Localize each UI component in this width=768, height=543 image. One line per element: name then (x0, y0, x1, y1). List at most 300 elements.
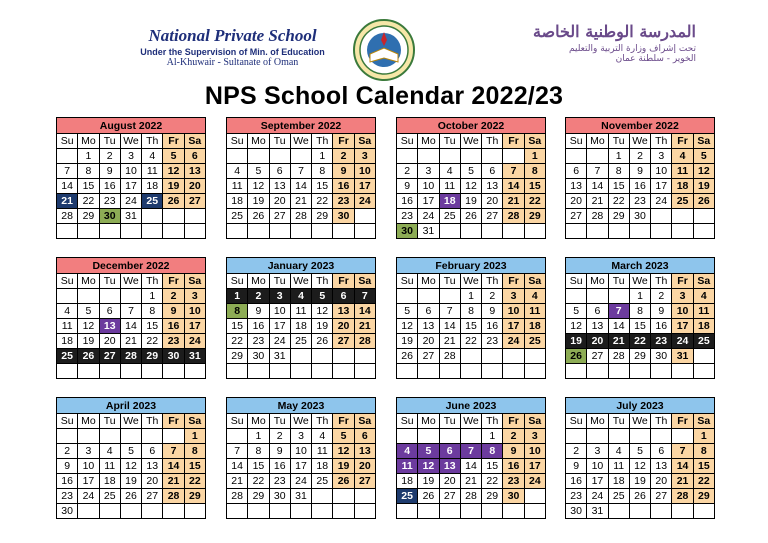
day-cell: 14 (120, 319, 141, 334)
weekday-header: Tu (99, 414, 120, 429)
day-cell: 23 (629, 194, 650, 209)
month-february-2023 (396, 257, 546, 379)
day-cell: 14 (608, 319, 629, 334)
empty-cell (693, 224, 714, 239)
month-july-2023 (565, 397, 715, 519)
day-cell: 28 (608, 349, 629, 364)
supervision-en: Under the Supervision of Min. of Education (140, 47, 325, 57)
day-cell: 28 (290, 209, 311, 224)
day-cell: 11 (227, 179, 248, 194)
day-cell: 5 (566, 304, 587, 319)
empty-cell (269, 364, 290, 379)
empty-cell (693, 504, 714, 519)
day-cell: 19 (248, 194, 269, 209)
day-cell: 13 (482, 179, 503, 194)
month-title: February 2023 (397, 258, 546, 274)
empty-cell (439, 364, 460, 379)
day-cell: 2 (566, 444, 587, 459)
day-cell: 26 (312, 334, 333, 349)
day-cell: 23 (163, 334, 184, 349)
day-cell: 12 (120, 459, 141, 474)
school-header (0, 0, 768, 82)
day-cell: 1 (608, 149, 629, 164)
day-cell: 4 (439, 164, 460, 179)
empty-cell (566, 149, 587, 164)
day-cell: 9 (629, 164, 650, 179)
empty-cell (333, 349, 354, 364)
empty-cell (397, 504, 418, 519)
day-cell: 12 (248, 179, 269, 194)
day-cell: 3 (120, 149, 141, 164)
day-cell: 12 (397, 319, 418, 334)
day-cell: 7 (354, 289, 375, 304)
day-cell: 13 (269, 179, 290, 194)
day-cell: 5 (163, 149, 184, 164)
empty-cell (354, 489, 375, 504)
day-cell: 24 (587, 489, 608, 504)
empty-cell (142, 504, 163, 519)
day-cell: 21 (290, 194, 311, 209)
empty-cell (587, 289, 608, 304)
day-cell: 26 (163, 194, 184, 209)
day-cell: 10 (354, 164, 375, 179)
day-cell: 8 (248, 444, 269, 459)
day-cell: 5 (397, 304, 418, 319)
empty-cell (78, 364, 99, 379)
weekday-header: Mo (587, 414, 608, 429)
day-cell: 18 (608, 474, 629, 489)
day-cell: 4 (290, 289, 311, 304)
weekday-header: Th (651, 274, 672, 289)
day-cell: 30 (651, 349, 672, 364)
day-cell: 24 (418, 209, 439, 224)
weekday-header: We (290, 414, 311, 429)
empty-cell (120, 429, 141, 444)
empty-cell (99, 289, 120, 304)
empty-cell (418, 429, 439, 444)
day-cell: 4 (227, 164, 248, 179)
empty-cell (163, 209, 184, 224)
day-cell: 21 (57, 194, 78, 209)
day-cell: 1 (693, 429, 714, 444)
day-cell: 10 (78, 459, 99, 474)
day-cell: 30 (397, 224, 418, 239)
weekday-header: We (290, 274, 311, 289)
empty-cell (78, 429, 99, 444)
weekday-header: Mo (78, 414, 99, 429)
day-cell: 14 (163, 459, 184, 474)
empty-cell (629, 504, 650, 519)
weekday-header: Mo (418, 414, 439, 429)
weekday-header: Su (227, 414, 248, 429)
weekday-header: Fr (333, 414, 354, 429)
empty-cell (503, 224, 524, 239)
day-cell: 16 (57, 474, 78, 489)
day-cell: 23 (99, 194, 120, 209)
weekday-header: Tu (439, 414, 460, 429)
day-cell: 20 (269, 194, 290, 209)
day-cell: 17 (184, 319, 205, 334)
weekday-header: Fr (503, 414, 524, 429)
day-cell: 7 (672, 444, 693, 459)
empty-cell (524, 489, 545, 504)
empty-cell (78, 504, 99, 519)
day-cell: 12 (566, 319, 587, 334)
day-cell: 22 (460, 334, 481, 349)
day-cell: 13 (99, 319, 120, 334)
day-cell: 12 (333, 444, 354, 459)
day-cell: 13 (142, 459, 163, 474)
day-cell: 30 (629, 209, 650, 224)
empty-cell (57, 364, 78, 379)
month-title: September 2022 (227, 118, 376, 134)
day-cell: 8 (460, 304, 481, 319)
weekday-header: Fr (163, 414, 184, 429)
day-cell: 7 (120, 304, 141, 319)
day-cell: 23 (57, 489, 78, 504)
month-title: August 2022 (57, 118, 206, 134)
day-cell: 27 (142, 489, 163, 504)
day-cell: 4 (397, 444, 418, 459)
month-april-2023 (56, 397, 206, 519)
day-cell: 4 (672, 149, 693, 164)
weekday-header: Sa (354, 414, 375, 429)
weekday-header: Mo (418, 274, 439, 289)
day-cell: 15 (460, 319, 481, 334)
empty-cell (290, 149, 311, 164)
day-cell: 12 (629, 459, 650, 474)
day-cell: 14 (672, 459, 693, 474)
day-cell: 28 (163, 489, 184, 504)
day-cell: 13 (418, 319, 439, 334)
month-title: January 2023 (227, 258, 376, 274)
weekday-header: Th (482, 134, 503, 149)
day-cell: 17 (78, 474, 99, 489)
day-cell: 15 (142, 319, 163, 334)
day-cell: 10 (269, 304, 290, 319)
day-cell: 5 (248, 164, 269, 179)
day-cell: 29 (608, 209, 629, 224)
day-cell: 19 (460, 194, 481, 209)
day-cell: 19 (418, 474, 439, 489)
day-cell: 29 (248, 489, 269, 504)
day-cell: 22 (629, 334, 650, 349)
day-cell: 26 (693, 194, 714, 209)
empty-cell (333, 489, 354, 504)
day-cell: 7 (460, 444, 481, 459)
month-january-2023 (226, 257, 376, 379)
day-cell: 28 (503, 209, 524, 224)
day-cell: 7 (439, 304, 460, 319)
empty-cell (397, 149, 418, 164)
location-en: Al-Khuwair - Sultanate of Oman (166, 57, 299, 68)
day-cell: 1 (184, 429, 205, 444)
day-cell: 3 (651, 149, 672, 164)
weekday-header: Th (312, 414, 333, 429)
weekday-header: We (120, 134, 141, 149)
day-cell: 20 (142, 474, 163, 489)
day-cell: 13 (651, 459, 672, 474)
empty-cell (354, 224, 375, 239)
day-cell: 13 (587, 319, 608, 334)
day-cell: 27 (651, 489, 672, 504)
day-cell: 17 (524, 459, 545, 474)
weekday-header: Sa (693, 274, 714, 289)
day-cell: 19 (397, 334, 418, 349)
month-may-2023 (226, 397, 376, 519)
empty-cell (227, 364, 248, 379)
day-cell: 25 (608, 489, 629, 504)
weekday-header: Tu (269, 414, 290, 429)
day-cell: 6 (651, 444, 672, 459)
weekday-header: Fr (672, 414, 693, 429)
day-cell: 2 (629, 149, 650, 164)
day-cell: 16 (269, 459, 290, 474)
day-cell: 28 (354, 334, 375, 349)
empty-cell (608, 224, 629, 239)
day-cell: 31 (120, 209, 141, 224)
empty-cell (418, 364, 439, 379)
empty-cell (312, 489, 333, 504)
day-cell: 27 (439, 489, 460, 504)
month-title: April 2023 (57, 398, 206, 414)
empty-cell (608, 429, 629, 444)
day-cell: 21 (163, 474, 184, 489)
weekday-header: Tu (608, 134, 629, 149)
empty-cell (693, 364, 714, 379)
empty-cell (608, 364, 629, 379)
day-cell: 23 (248, 334, 269, 349)
empty-cell (651, 224, 672, 239)
weekday-header: Su (566, 274, 587, 289)
day-cell: 30 (503, 489, 524, 504)
weekday-header: Su (227, 274, 248, 289)
day-cell: 20 (418, 334, 439, 349)
empty-cell (460, 349, 481, 364)
month-august-2022 (56, 117, 206, 239)
day-cell: 16 (99, 179, 120, 194)
empty-cell (227, 429, 248, 444)
day-cell: 2 (163, 289, 184, 304)
day-cell: 22 (227, 334, 248, 349)
month-june-2023 (396, 397, 546, 519)
day-cell: 3 (78, 444, 99, 459)
day-cell: 8 (608, 164, 629, 179)
day-cell: 10 (120, 164, 141, 179)
day-cell: 30 (566, 504, 587, 519)
weekday-header: Sa (524, 274, 545, 289)
empty-cell (354, 504, 375, 519)
day-cell: 5 (120, 444, 141, 459)
day-cell: 17 (503, 319, 524, 334)
day-cell: 26 (397, 349, 418, 364)
day-cell: 14 (587, 179, 608, 194)
day-cell: 6 (566, 164, 587, 179)
empty-cell (248, 364, 269, 379)
school-name-arabic (436, 22, 696, 64)
empty-cell (460, 224, 481, 239)
weekday-header: Sa (184, 134, 205, 149)
weekday-header: We (460, 414, 481, 429)
empty-cell (439, 289, 460, 304)
empty-cell (608, 504, 629, 519)
day-cell: 3 (418, 164, 439, 179)
empty-cell (290, 504, 311, 519)
day-cell: 29 (524, 209, 545, 224)
empty-cell (312, 349, 333, 364)
day-cell: 28 (672, 489, 693, 504)
day-cell: 23 (397, 209, 418, 224)
empty-cell (57, 289, 78, 304)
weekday-header: Th (312, 134, 333, 149)
day-cell: 26 (566, 349, 587, 364)
weekday-header: Th (142, 274, 163, 289)
day-cell: 7 (608, 304, 629, 319)
day-cell: 1 (482, 429, 503, 444)
day-cell: 22 (524, 194, 545, 209)
day-cell: 26 (460, 209, 481, 224)
empty-cell (460, 149, 481, 164)
day-cell: 3 (672, 289, 693, 304)
weekday-header: Mo (587, 274, 608, 289)
day-cell: 18 (290, 319, 311, 334)
day-cell: 9 (482, 304, 503, 319)
day-cell: 3 (269, 289, 290, 304)
day-cell: 30 (269, 489, 290, 504)
day-cell: 9 (269, 444, 290, 459)
day-cell: 19 (693, 179, 714, 194)
empty-cell (672, 209, 693, 224)
calendar-title: NPS School Calendar 2022/23 (204, 82, 564, 110)
day-cell: 19 (629, 474, 650, 489)
empty-cell (354, 209, 375, 224)
day-cell: 1 (524, 149, 545, 164)
day-cell: 9 (163, 304, 184, 319)
empty-cell (142, 364, 163, 379)
day-cell: 28 (120, 349, 141, 364)
empty-cell (57, 429, 78, 444)
empty-cell (439, 429, 460, 444)
empty-cell (418, 149, 439, 164)
day-cell: 24 (78, 489, 99, 504)
day-cell: 21 (608, 334, 629, 349)
empty-cell (439, 224, 460, 239)
empty-cell (651, 504, 672, 519)
day-cell: 22 (482, 474, 503, 489)
weekday-header: Tu (269, 134, 290, 149)
day-cell: 6 (99, 304, 120, 319)
day-cell: 27 (482, 209, 503, 224)
day-cell: 23 (651, 334, 672, 349)
weekday-header: Th (142, 414, 163, 429)
day-cell: 19 (333, 459, 354, 474)
empty-cell (120, 504, 141, 519)
weekday-header: We (120, 274, 141, 289)
empty-cell (566, 364, 587, 379)
day-cell: 27 (587, 349, 608, 364)
day-cell: 17 (651, 179, 672, 194)
empty-cell (333, 224, 354, 239)
day-cell: 19 (312, 319, 333, 334)
day-cell: 12 (312, 304, 333, 319)
day-cell: 19 (120, 474, 141, 489)
day-cell: 20 (482, 194, 503, 209)
day-cell: 28 (587, 209, 608, 224)
empty-cell (460, 504, 481, 519)
empty-cell (99, 429, 120, 444)
day-cell: 18 (524, 319, 545, 334)
day-cell: 3 (290, 429, 311, 444)
day-cell: 20 (587, 334, 608, 349)
day-cell: 9 (99, 164, 120, 179)
empty-cell (57, 149, 78, 164)
day-cell: 7 (163, 444, 184, 459)
empty-cell (269, 149, 290, 164)
day-cell: 12 (418, 459, 439, 474)
month-title: May 2023 (227, 398, 376, 414)
school-logo (352, 18, 416, 82)
empty-cell (57, 224, 78, 239)
empty-cell (566, 289, 587, 304)
day-cell: 28 (439, 349, 460, 364)
day-cell: 25 (142, 194, 163, 209)
day-cell: 2 (333, 149, 354, 164)
day-cell: 31 (418, 224, 439, 239)
weekday-header: Fr (163, 134, 184, 149)
empty-cell (184, 364, 205, 379)
day-cell: 19 (163, 179, 184, 194)
month-september-2022 (226, 117, 376, 239)
empty-cell (354, 349, 375, 364)
day-cell: 20 (651, 474, 672, 489)
day-cell: 23 (333, 194, 354, 209)
day-cell: 20 (354, 459, 375, 474)
day-cell: 10 (672, 304, 693, 319)
day-cell: 11 (142, 164, 163, 179)
day-cell: 25 (290, 334, 311, 349)
empty-cell (460, 364, 481, 379)
weekday-header: Tu (99, 274, 120, 289)
day-cell: 18 (439, 194, 460, 209)
weekday-header: Fr (503, 134, 524, 149)
day-cell: 3 (587, 444, 608, 459)
weekday-header: Tu (269, 274, 290, 289)
location-ar: الخوير - سلطنة عمان (615, 54, 696, 64)
empty-cell (439, 149, 460, 164)
day-cell: 21 (439, 334, 460, 349)
day-cell: 21 (672, 474, 693, 489)
day-cell: 20 (439, 474, 460, 489)
day-cell: 25 (312, 474, 333, 489)
weekday-header: Su (397, 414, 418, 429)
day-cell: 11 (312, 444, 333, 459)
day-cell: 21 (120, 334, 141, 349)
empty-cell (163, 364, 184, 379)
empty-cell (227, 224, 248, 239)
empty-cell (333, 364, 354, 379)
empty-cell (587, 429, 608, 444)
day-cell: 20 (99, 334, 120, 349)
day-cell: 10 (184, 304, 205, 319)
empty-cell (587, 364, 608, 379)
school-name-ar: المدرسة الوطنية الخاصة (532, 22, 696, 41)
weekday-header: We (120, 414, 141, 429)
day-cell: 13 (439, 459, 460, 474)
empty-cell (460, 429, 481, 444)
weekday-header: Tu (608, 414, 629, 429)
day-cell: 8 (524, 164, 545, 179)
weekday-header: We (629, 414, 650, 429)
